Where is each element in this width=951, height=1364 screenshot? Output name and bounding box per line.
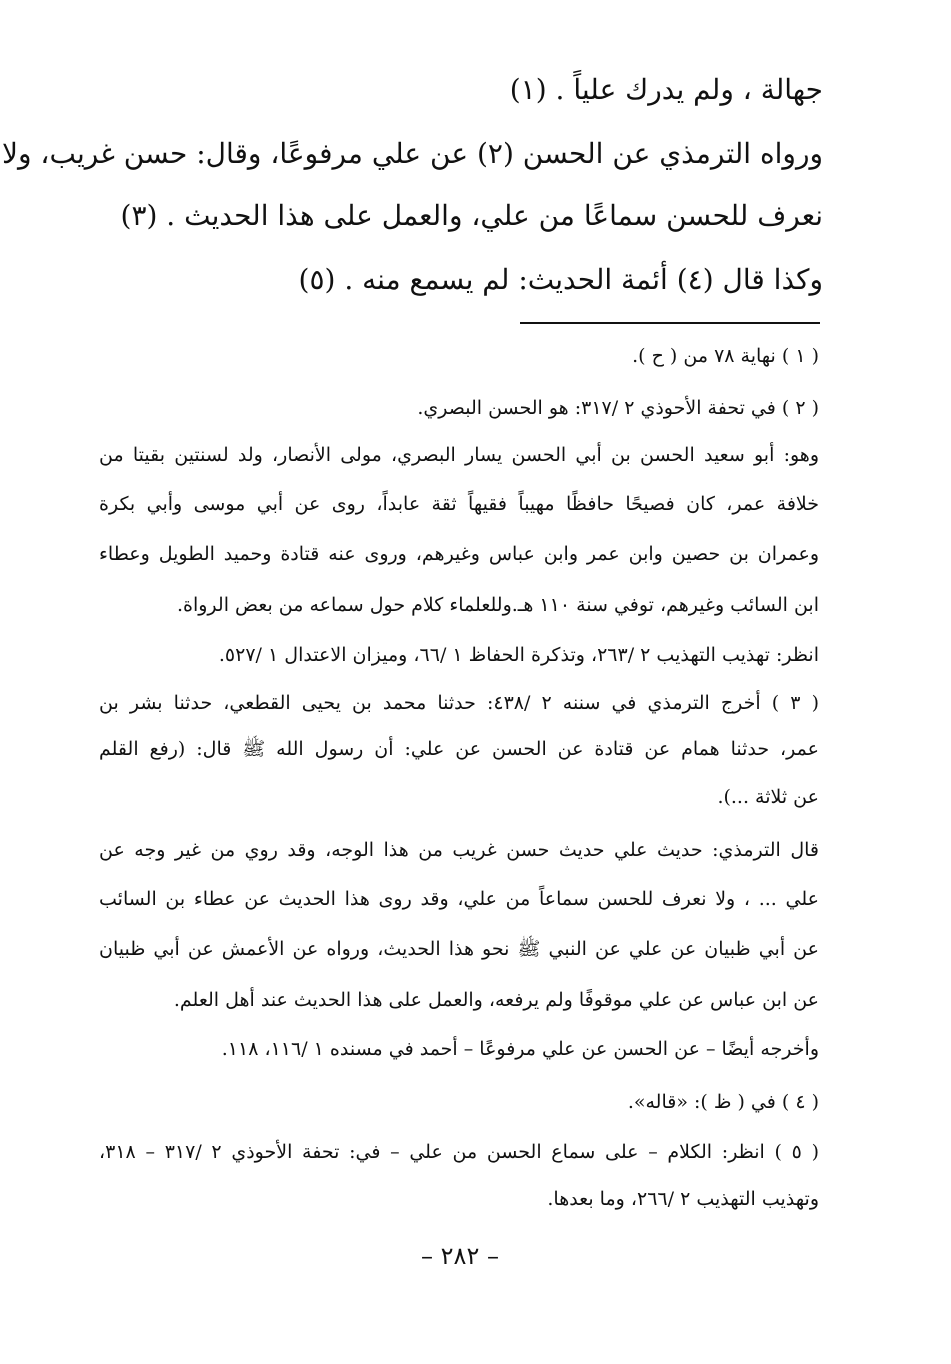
main-text-line-3: نعرف للحسن سماعًا من علي، والعمل على هذا الحديث . (٣) — [120, 199, 823, 232]
main-text-line-4: وكذا قال (٤) أئمة الحديث: لم يسمع منه . (٥) — [298, 263, 823, 296]
footnote-2-line-2: وهو: أبو سعيد الحسن بن أبي الحسن يسار البصري، مولى الأنصار، ولد لسنتين بقيتا من — [99, 444, 819, 466]
footnote-4: ( ٤ ) في ( ظ ): «قاله». — [627, 1091, 819, 1113]
footnote-3: ( ٣ ) أخرج الترمذي في سننه ٢ /٤٣٨: حدثنا محمد بن يحيى القطعي، حدثنا بشر بن — [99, 692, 819, 714]
footnote-3-line-3: عن ثلاثة ...). — [717, 786, 819, 808]
footnote-5-line-2: وتهذيب التهذيب ٢ /٢٦٦، وما بعدها. — [547, 1188, 819, 1210]
footnote-3-line-7: عن ابن عباس عن علي موقوفًا ولم يرفعه، والعمل على هذا الحديث عند أهل العلم. — [173, 989, 819, 1011]
footnote-separator — [520, 322, 820, 324]
footnote-1: ( ١ ) نهاية ٧٨ من ( ح ). — [632, 345, 819, 367]
footnote-3-line-6: عن أبي ظبيان عن علي عن النبي ﷺ نحو هذا الحديث، ورواه عن الأعمش عن أبي ظبيان — [99, 938, 819, 960]
footnote-2-line-5: ابن السائب وغيرهم، توفي سنة ١١٠ هـ.وللعلماء كلام حول سماعه من بعض الرواة. — [176, 594, 819, 616]
footnote-2: ( ٢ ) في تحفة الأحوذي ٢ /٣١٧: هو الحسن البصري. — [417, 397, 819, 419]
main-text-line-2: ورواه الترمذي عن الحسن (٢) عن علي مرفوعًا، وقال: حسن غريب، ولا — [2, 137, 823, 170]
footnote-2-line-4: وعمران بن حصين وابن عمر وابن عباس وغيرهم، وروى عنه قتادة وحميد الطويل وعطاء — [99, 543, 819, 565]
footnote-2-line-3: خلافة عمر، كان فصيحًا حافظًا مهيباً فقيهاً ثقة عابداً، روى عن أبي موسى وأبي بكرة — [99, 493, 819, 515]
footnote-2-line-6: انظر: تهذيب التهذيب ٢ /٢٦٣، وتذكرة الحفاظ ١ /٦٦، وميزان الاعتدال ١ /٥٢٧. — [218, 644, 819, 666]
footnote-3-line-5: علي ... ، ولا نعرف للحسن سماعاً من علي، وقد روى هذا الحديث عن عطاء بن السائب — [99, 888, 819, 910]
footnote-3-line-8: وأخرجه أيضًا – عن الحسن عن علي مرفوعًا – أحمد في مسنده ١ /١١٦، ١١٨. — [221, 1038, 819, 1060]
main-text-line-1: جهالة ، ولم يدرك علياً . (١) — [509, 73, 823, 106]
footnote-5: ( ٥ ) انظر: الكلام – على سماع الحسن من علي – في: تحفة الأحوذي ٢ /٣١٧ – ٣١٨، — [99, 1141, 819, 1163]
footnote-3-line-2: عمر، حدثنا همام عن قتادة عن الحسن عن علي: أن رسول الله ﷺ قال: (رفع القلم — [99, 738, 819, 760]
page-number: – ٢٨٢ – — [421, 1242, 499, 1270]
footnote-3-line-4: قال الترمذي: حديث علي حديث حسن غريب من هذا الوجه، وقد روي من غير وجه عن — [99, 839, 819, 861]
